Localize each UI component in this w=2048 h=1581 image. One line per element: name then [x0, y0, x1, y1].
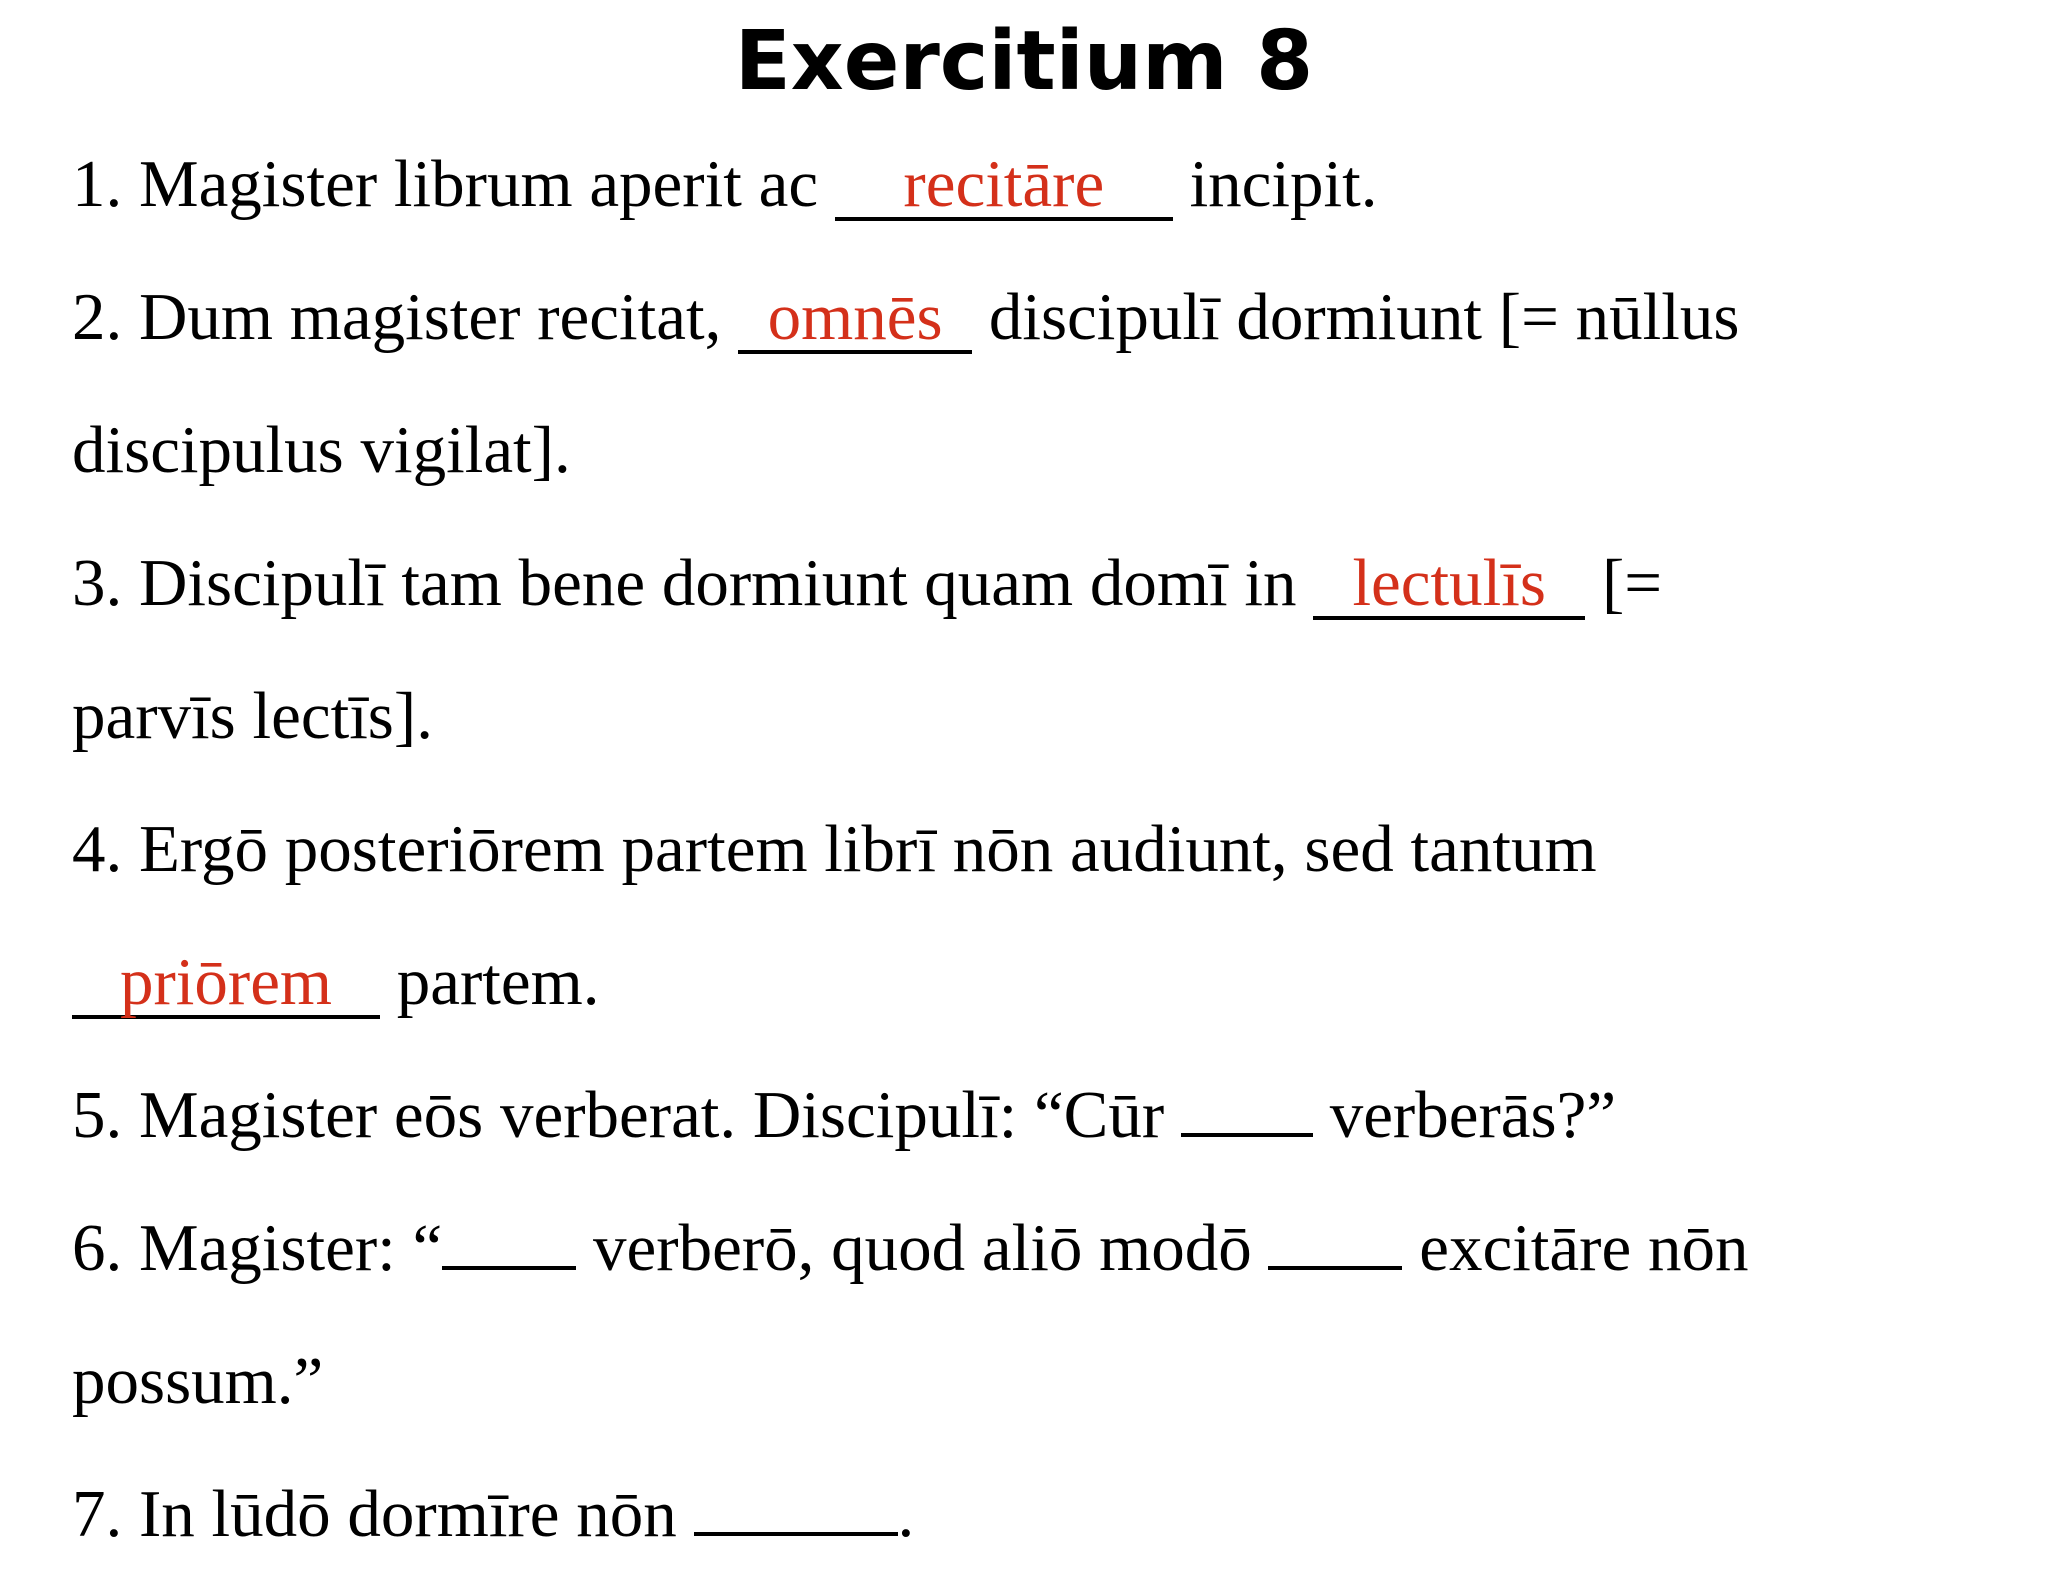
- line-text: incipit.: [1172, 147, 1378, 221]
- line-text: excitāre nōn: [1402, 1211, 1749, 1285]
- line-text: verberās?”: [1312, 1078, 1617, 1152]
- exercise-line-6: [72, 1182, 2012, 1315]
- exercise-line-1: [72, 118, 2012, 251]
- line-text: discipulus vigilat].: [72, 413, 571, 487]
- exercise-line-4-continued: [72, 916, 2012, 1049]
- exercise-line-2: [72, 251, 2012, 384]
- line-text: partem.: [380, 945, 600, 1019]
- line-text: possum.”: [72, 1344, 324, 1418]
- line-text: discipulī dormiunt [= nūllus: [972, 280, 1740, 354]
- exercise-line-5: [72, 1049, 2012, 1182]
- exercise-line-4: [72, 783, 2012, 916]
- line-text: .: [897, 1477, 915, 1551]
- answer-blank-1[interactable]: recitāre: [835, 153, 1173, 221]
- line-text: verberō, quod aliō modō: [576, 1211, 1269, 1285]
- answer-blank-4[interactable]: priōrem: [72, 951, 380, 1019]
- exercise-line-3: [72, 517, 2012, 650]
- line-text: 4. Ergō posteriōrem partem librī nōn audiunt, sed tantum: [72, 812, 1597, 886]
- answer-blank-5[interactable]: [1181, 1069, 1313, 1137]
- answer-blank-2[interactable]: omnēs: [738, 286, 972, 354]
- page-title: Exercitium 8: [734, 14, 1314, 109]
- line-text: parvīs lectīs].: [72, 679, 433, 753]
- answer-blank-3[interactable]: lectulīs: [1313, 552, 1585, 620]
- exercise-line-3-continued: [72, 650, 2012, 783]
- line-text: 1. Magister librum aperit ac: [72, 147, 835, 221]
- line-text: 3. Discipulī tam bene dormiunt quam domī in: [72, 546, 1314, 620]
- answer-blank-7[interactable]: [694, 1468, 898, 1536]
- line-text: [=: [1585, 546, 1663, 620]
- exercise-line-2-continued: [72, 384, 2012, 517]
- exercise-body: [72, 118, 2012, 1581]
- answer-blank-6b[interactable]: [1268, 1202, 1402, 1270]
- exercise-line-7: [72, 1448, 2012, 1581]
- line-text: 6. Magister: “: [72, 1211, 443, 1285]
- exercise-line-6-continued: [72, 1315, 2012, 1448]
- answer-blank-6a[interactable]: [442, 1202, 576, 1270]
- line-text: 7. In lūdō dormīre nōn: [72, 1477, 694, 1551]
- line-text: 2. Dum magister recitat,: [72, 280, 739, 354]
- line-text: 5. Magister eōs verberat. Discipulī: “Cūr: [72, 1078, 1181, 1152]
